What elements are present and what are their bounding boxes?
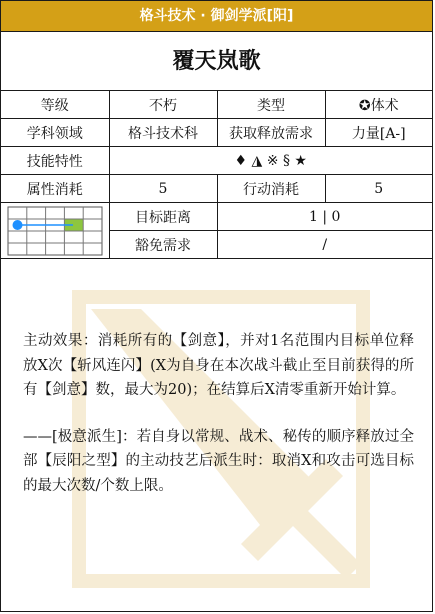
attribute-cost-label: 属性消耗 [1, 175, 109, 203]
level-label: 等级 [1, 91, 109, 119]
table-row [1, 91, 432, 119]
description-area [1, 259, 432, 611]
derivation-paragraph: ——[极意派生]：若自身以常规、战术、秘传的顺序释放过全部【辰阳之型】的主动技艺后派生时：取消X和攻击可选目标的最大次数/个数上限。 [23, 428, 414, 494]
card-banner: 格斗技术 · 御剑学派[阳] [1, 1, 432, 32]
field-label: 学科领域 [1, 119, 109, 147]
attribute-cost-value: 5 [109, 175, 217, 203]
requirement-value: 力量[A-] [325, 119, 432, 147]
immunity-value: / [217, 231, 432, 259]
skill-title: 覆天岚歌 [1, 32, 432, 91]
description-text [23, 329, 414, 520]
distance-label: 目标距离 [109, 203, 217, 231]
action-cost-value: 5 [325, 175, 432, 203]
type-value: ✪体术 [325, 91, 432, 119]
requirement-label: 获取释放需求 [217, 119, 325, 147]
table-row [1, 175, 432, 203]
table-row [1, 119, 432, 147]
info-table [1, 91, 432, 259]
table-row [1, 147, 432, 175]
range-diagram-cell [1, 203, 109, 259]
field-value: 格斗技术科 [109, 119, 217, 147]
trait-label: 技能特性 [1, 147, 109, 175]
distance-value: 1 | 0 [217, 203, 432, 231]
immunity-label: 豁免需求 [109, 231, 217, 259]
type-label: 类型 [217, 91, 325, 119]
range-grid-icon [7, 206, 103, 256]
action-cost-label: 行动消耗 [217, 175, 325, 203]
level-value: 不朽 [109, 91, 217, 119]
trait-value: ♦ ◮ ※ § ★ [109, 147, 432, 175]
active-effect-paragraph: 主动效果：消耗所有的【剑意】，并对1名范围内目标单位释放X次【斩风连闪】(X为自身在本次战斗截止至目前获得的所有【剑意】数，最大为20)；在结算后X清零重新开始计算。 [23, 333, 414, 398]
table-row [1, 203, 432, 231]
